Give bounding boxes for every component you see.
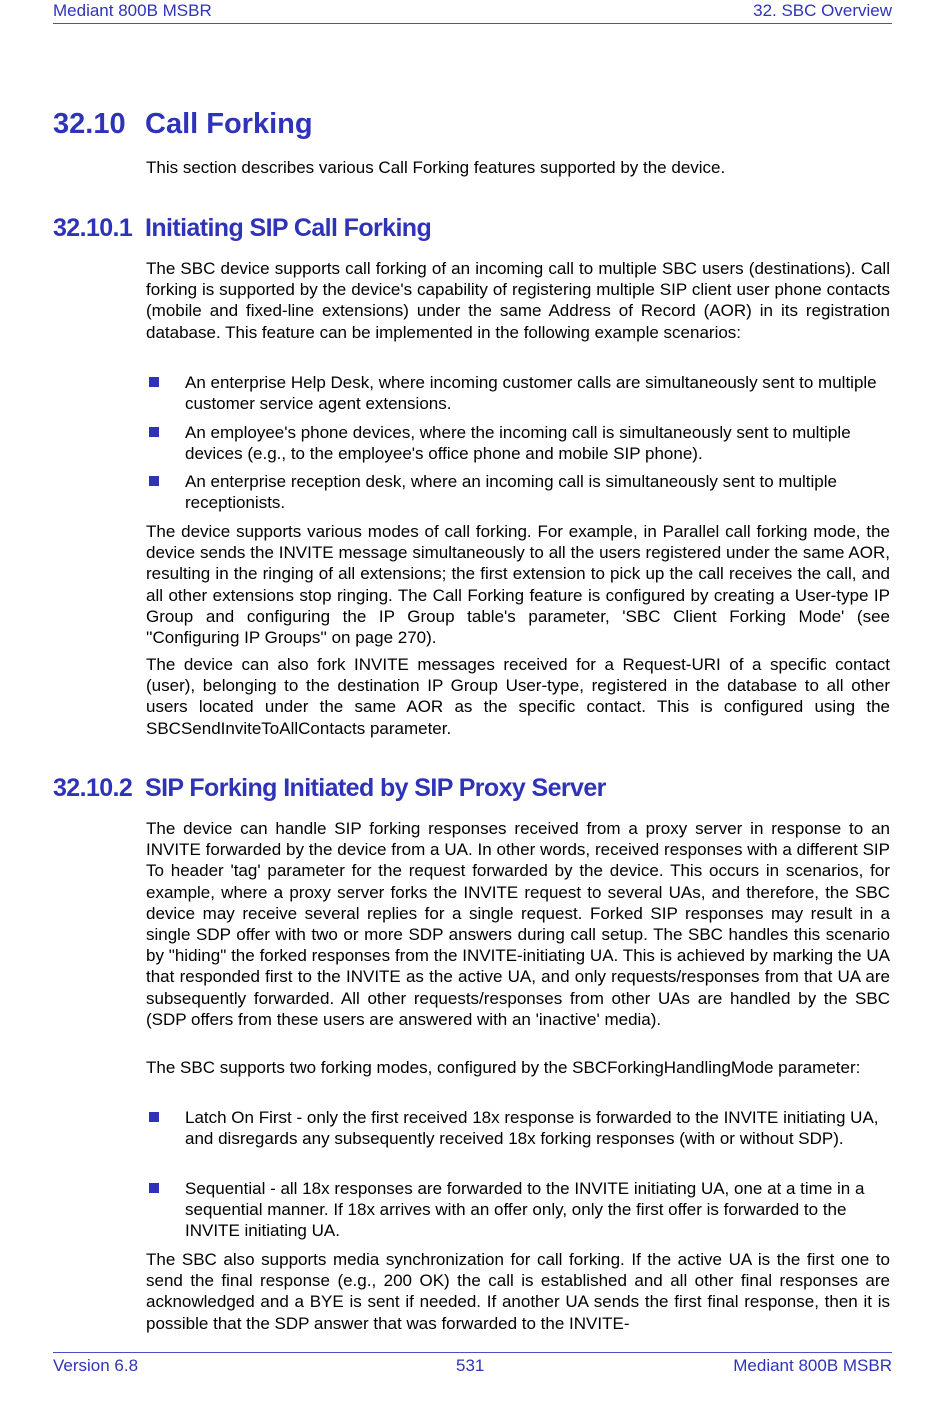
page-header (53, 1, 892, 24)
list-item-text: An enterprise reception desk, where an incoming call is simultaneously sent to multiple receptionists. (185, 472, 837, 513)
section-intro: This section describes various Call Forking features supported by the device. (146, 158, 726, 177)
bullet-icon (149, 476, 159, 486)
list-item-text: Sequential - all 18x responses are forwarded to the INVITE initiating UA, one at a time in a sequential manner. If 18x arrives with an offer only, only the first offer is forwarded to the INVITE initiating UA. (185, 1179, 865, 1241)
paragraph: The SBC supports two forking modes, configured by the SBCForkingHandlingMode parameter: (146, 1058, 861, 1077)
subsection-heading-2 (53, 774, 606, 803)
section-heading (53, 108, 313, 141)
subsection-title-1: Initiating SIP Call Forking (145, 214, 432, 242)
list-item-text: An enterprise Help Desk, where incoming customer calls are simultaneously sent to multiple customer service agent extensions. (185, 373, 877, 414)
page-number: 531 (456, 1356, 485, 1375)
subsection-number-2: 32.10.2 (53, 774, 133, 802)
section-number: 32.10 (53, 108, 126, 140)
subsection-heading-1 (53, 214, 431, 243)
bullet-icon (149, 1112, 159, 1122)
paragraph: The SBC device supports call forking of an incoming call to multiple SBC users (destinations). Call forking is supported by the device's capability of registering multiple SIP client user phone contacts (mobile and fixed-line extensions) under the same Address of Record (AOR) in its registration database. This feature can be implemented in the following example scenarios: (146, 259, 890, 342)
paragraph: The device can handle SIP forking responses received from a proxy server in response to an INVITE forwarded by the device from a UA. In other words, received responses with a different SIP To header 'tag' parameter for the request forwarded by the device. This occurs in scenarios, for example, where a proxy server forks the INVITE request to several UAs, and therefore, the SBC device may receive several replies for a single request. Forked SIP responses may result in a single SDP offer with two or more SDP answers during call setup. The SBC handles this scenario by "hiding" the forked responses from the INVITE-initiating UA. This is achieved by marking the UA that responded first to the INVITE as the active UA, and only requests/responses from that UA are subsequently forwarded. All other requests/responses from other UAs are handled by the SBC (SDP offers from these users are answered with an 'inactive' media). (146, 819, 890, 1029)
header-chapter: 32. SBC Overview (753, 1, 892, 20)
section-title: Call Forking (145, 108, 313, 140)
bullet-icon (149, 1183, 159, 1193)
footer-product: Mediant 800B MSBR (733, 1356, 892, 1375)
footer-version: Version 6.8 (53, 1356, 139, 1375)
subsection-title-2: SIP Forking Initiated by SIP Proxy Server (145, 774, 606, 802)
subsection-number-1: 32.10.1 (53, 214, 133, 242)
bullet-icon (149, 377, 159, 387)
list-item-text: An employee's phone devices, where the incoming call is simultaneously sent to multiple devices (e.g., to the employee's office phone and mobile SIP phone). (185, 423, 851, 464)
header-product: Mediant 800B MSBR (53, 1, 212, 20)
paragraph: The SBC also supports media synchronization for call forking. If the active UA is the first one to send the final response (e.g., 200 OK) the call is established and all other final responses are acknowledged and a BYE is sent if needed. If another UA sends the first final response, then it is possible that the SDP answer that was forwarded to the INVITE- (146, 1250, 890, 1333)
bullet-icon (149, 427, 159, 437)
paragraph: The device can also fork INVITE messages received for a Request-URI of a specific contact (user), belonging to the destination IP Group User-type, registered in the database to all other users located under the same AOR as the specific contact. This is configured using the SBCSendInviteToAllContacts parameter. (146, 655, 890, 738)
list-item-text: Latch On First - only the first received 18x response is forwarded to the INVITE initiating UA, and disregards any subsequently received 18x forking responses (with or without SDP). (185, 1108, 879, 1149)
page-footer (53, 1352, 892, 1382)
paragraph: The device supports various modes of call forking. For example, in Parallel call forking mode, the device sends the INVITE message simultaneously to all the users registered under the same AOR, resulting in the ringing of all extensions; the first extension to pick up the call receives the call, and all other extensions stop ringing. The Call Forking feature is configured by creating a User-type IP Group and configuring the IP Group table's parameter, 'SBC Client Forking Mode' (see ''Configuring IP Groups'' on page 270). (146, 522, 890, 648)
